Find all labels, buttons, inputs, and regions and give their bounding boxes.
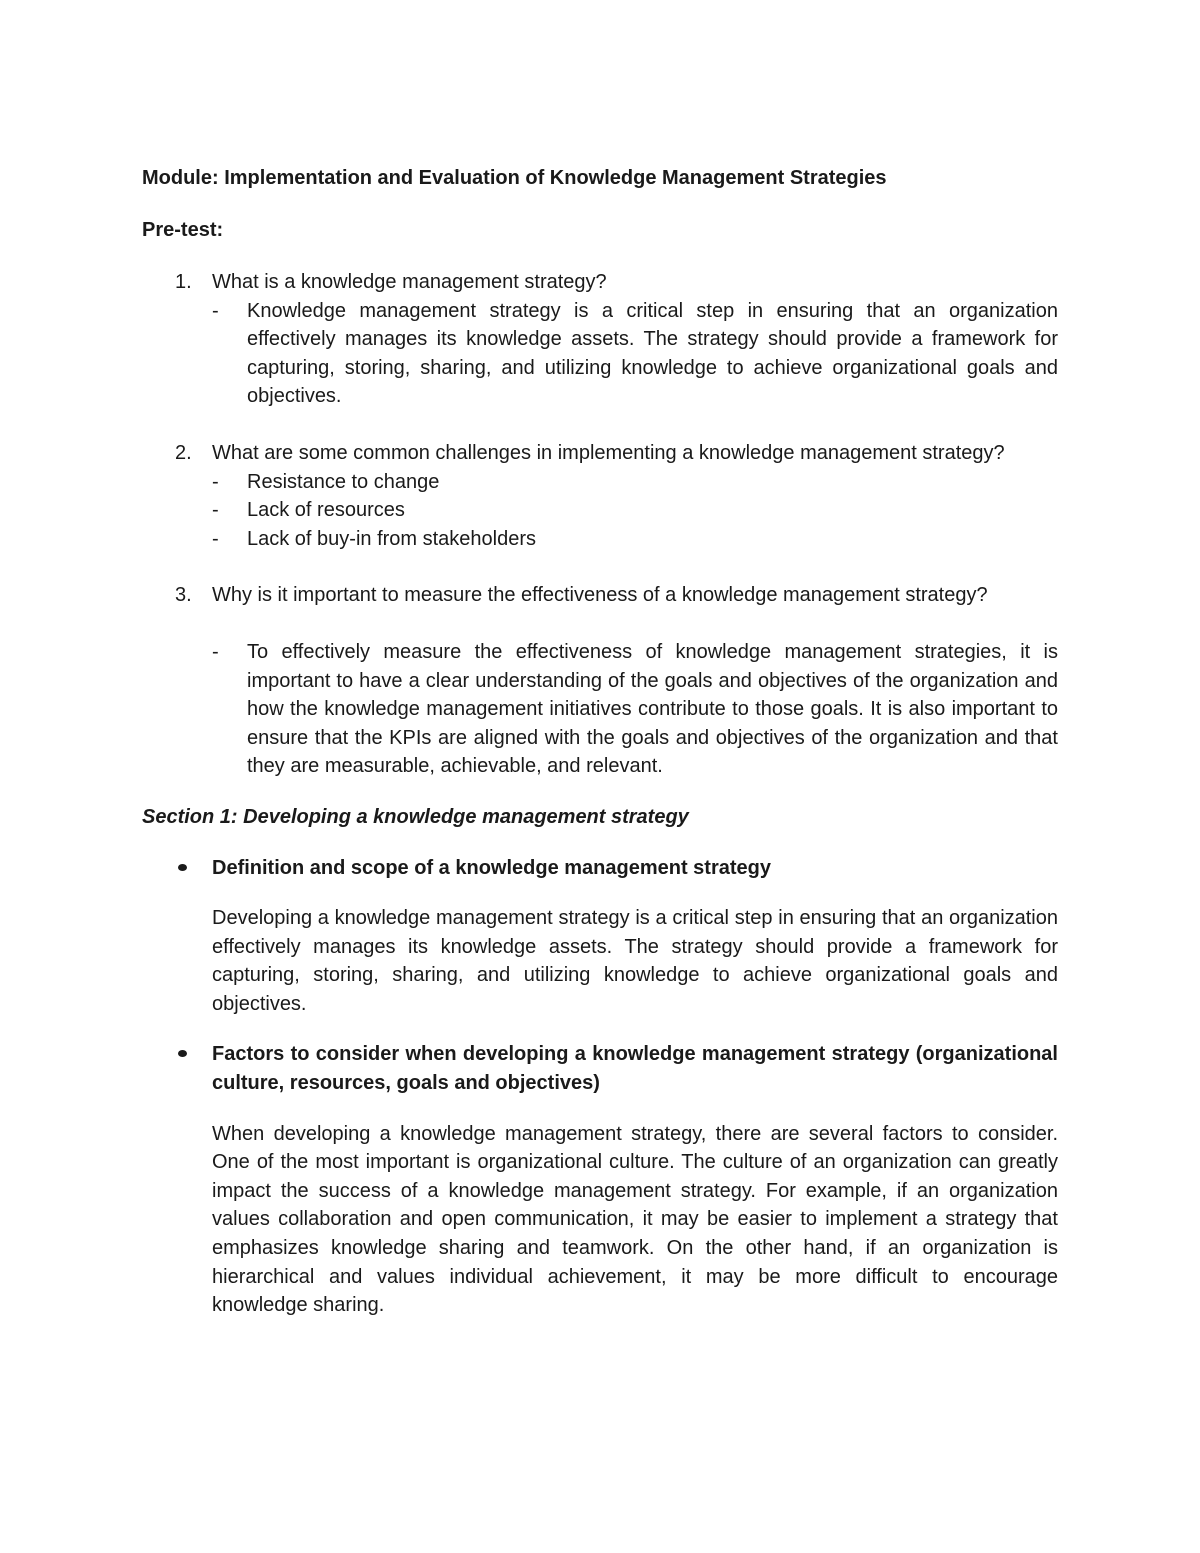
pretest-question-2 (142, 439, 1058, 468)
answer-text: Lack of resources (247, 499, 405, 522)
bullet-heading-2 (142, 1040, 1058, 1097)
answer-text: Lack of buy-in from stakeholders (247, 527, 537, 550)
section-1-title: Section 1: Developing a knowledge management strategy (142, 805, 689, 828)
answer-item (142, 638, 1058, 781)
question-number: 2. (175, 441, 192, 464)
question-text: What is a knowledge management strategy? (212, 271, 607, 293)
bullet-dot-icon (178, 864, 187, 871)
dash-marker: - (212, 299, 219, 322)
answer-item (142, 525, 1058, 554)
question-number: 1. (175, 271, 192, 293)
document-page (142, 164, 1058, 1320)
bullet-heading-1 (142, 854, 1058, 883)
module-title: Module: Implementation and Evaluation of Knowledge Management Strategies (142, 167, 887, 189)
pretest-question-3 (142, 581, 1058, 610)
answer-item (142, 496, 1058, 525)
bullet-dot-icon (178, 1050, 187, 1057)
pretest-question-1 (142, 268, 1058, 297)
answer-text: Resistance to change (247, 470, 440, 493)
question-number: 3. (175, 584, 192, 607)
question-text: What are some common challenges in implementing a knowledge management strategy? (212, 441, 1005, 464)
question-text: Why is it important to measure the effectiveness of a knowledge management strategy? (212, 584, 988, 607)
answer-item (142, 297, 1058, 411)
bullet-body-2: When developing a knowledge management strategy, there are several factors to consider. One of the most important is organizational culture. The culture of an organization can greatly impact the success of a knowledge management strategy. For example, if an organization values collaboration and open communication, it may be easier to implement a strategy that emphasizes knowledge sharing and teamwork. On the other hand, if an organization is hierarchical and values individual achievement, it may be more difficult to encourage knowledge sharing. (212, 1122, 1058, 1317)
dash-marker: - (212, 527, 219, 550)
pretest-label: Pre-test: (142, 219, 224, 241)
bullet-body-1: Developing a knowledge management strategy is a critical step in ensuring that an organization effectively manages its knowledge assets. The strategy should provide a framework for capturing, storing, sharing, and utilizing knowledge to achieve organizational goals and objectives. (212, 907, 1058, 1015)
answer-item (142, 468, 1058, 497)
bullet-heading-text: Factors to consider when developing a knowledge management strategy (organizational culture, resources, goals and objectives) (212, 1043, 1058, 1095)
dash-marker: - (212, 499, 219, 522)
dash-marker: - (212, 640, 219, 663)
bullet-heading-text: Definition and scope of a knowledge management strategy (212, 856, 771, 879)
answer-text: Knowledge management strategy is a critical step in ensuring that an organization effectively manages its knowledge assets. The strategy should provide a framework for capturing, storing, sharing, and utilizing knowledge to achieve organizational goals and objectives. (247, 299, 1058, 408)
dash-marker: - (212, 470, 219, 493)
answer-text: To effectively measure the effectiveness of knowledge management strategies, it is important to have a clear understanding of the goals and objectives of the organization and how the knowledge management initiatives contribute to those goals. It is also important to ensure that the KPIs are aligned with the goals and objectives of the organization and that they are measurable, achievable, and relevant. (247, 640, 1058, 778)
